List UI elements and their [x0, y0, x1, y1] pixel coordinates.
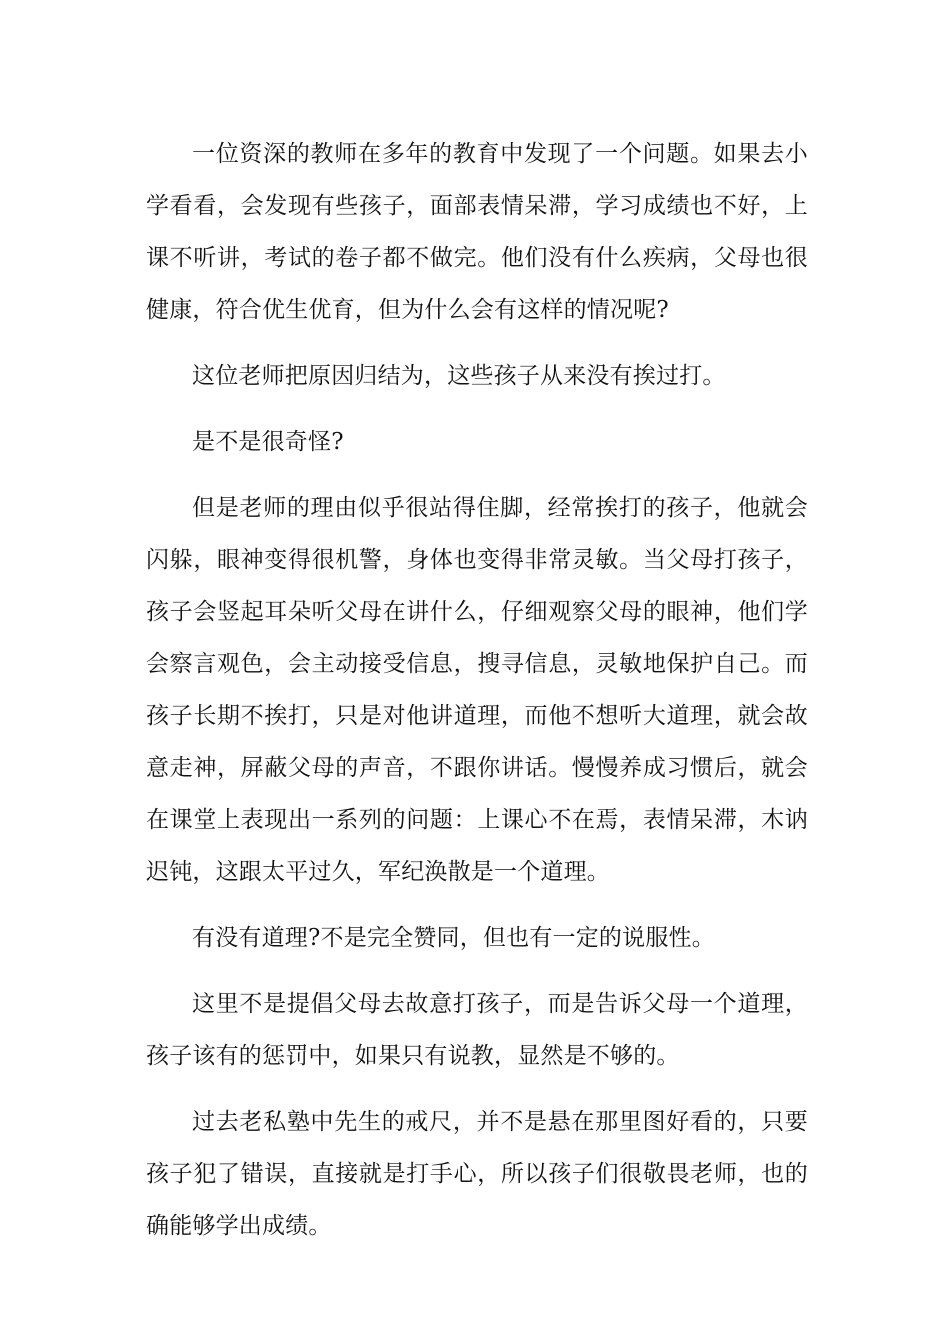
paragraph-7: 过去老私塾中先生的戒尺，并不是悬在那里图好看的，只要孩子犯了错误，直接就是打手心，所以孩子们很敬畏老师，也的确能够学出成绩。 — [146, 1109, 808, 1239]
paragraph-3: 是不是很奇怪? — [192, 429, 344, 455]
document-body — [146, 128, 808, 1266]
paragraph-4: 但是老师的理由似乎很站得住脚，经常挨打的孩子，他就会闪躲，眼神变得很机警，身体也变得非常灵敏。当父母打孩子，孩子会竖起耳朵听父母在讲什么，仔细观察父母的眼神，他们学会察言观色，会主动接受信息，搜寻信息，灵敏地保护自己。而孩子长期不挨打，只是对他讲道理，而他不想听大道理，就会故意走神，屏蔽父母的声音，不跟你讲话。慢慢养成习惯后，就会在课堂上表现出一系列的问题：上课心不在焉，表情呆滞，木讷迟钝，这跟太平过久，军纪涣散是一个道理。 — [146, 495, 808, 885]
paragraph-5: 有没有道理?不是完全赞同，但也有一定的说服性。 — [192, 925, 715, 951]
paragraph-6: 这里不是提倡父母去故意打孩子，而是告诉父母一个道理，孩子该有的惩罚中，如果只有说教，显然是不够的。 — [146, 991, 808, 1069]
paragraph-2: 这位老师把原因归结为，这些孩子从来没有挨过打。 — [192, 363, 726, 389]
paragraph-1: 一位资深的教师在多年的教育中发现了一个问题。如果去小学看看，会发现有些孩子，面部表情呆滞，学习成绩也不好，上课不听讲，考试的卷子都不做完。他们没有什么疾病，父母也很健康，符合优生优育，但为什么会有这样的情况呢? — [146, 141, 808, 323]
